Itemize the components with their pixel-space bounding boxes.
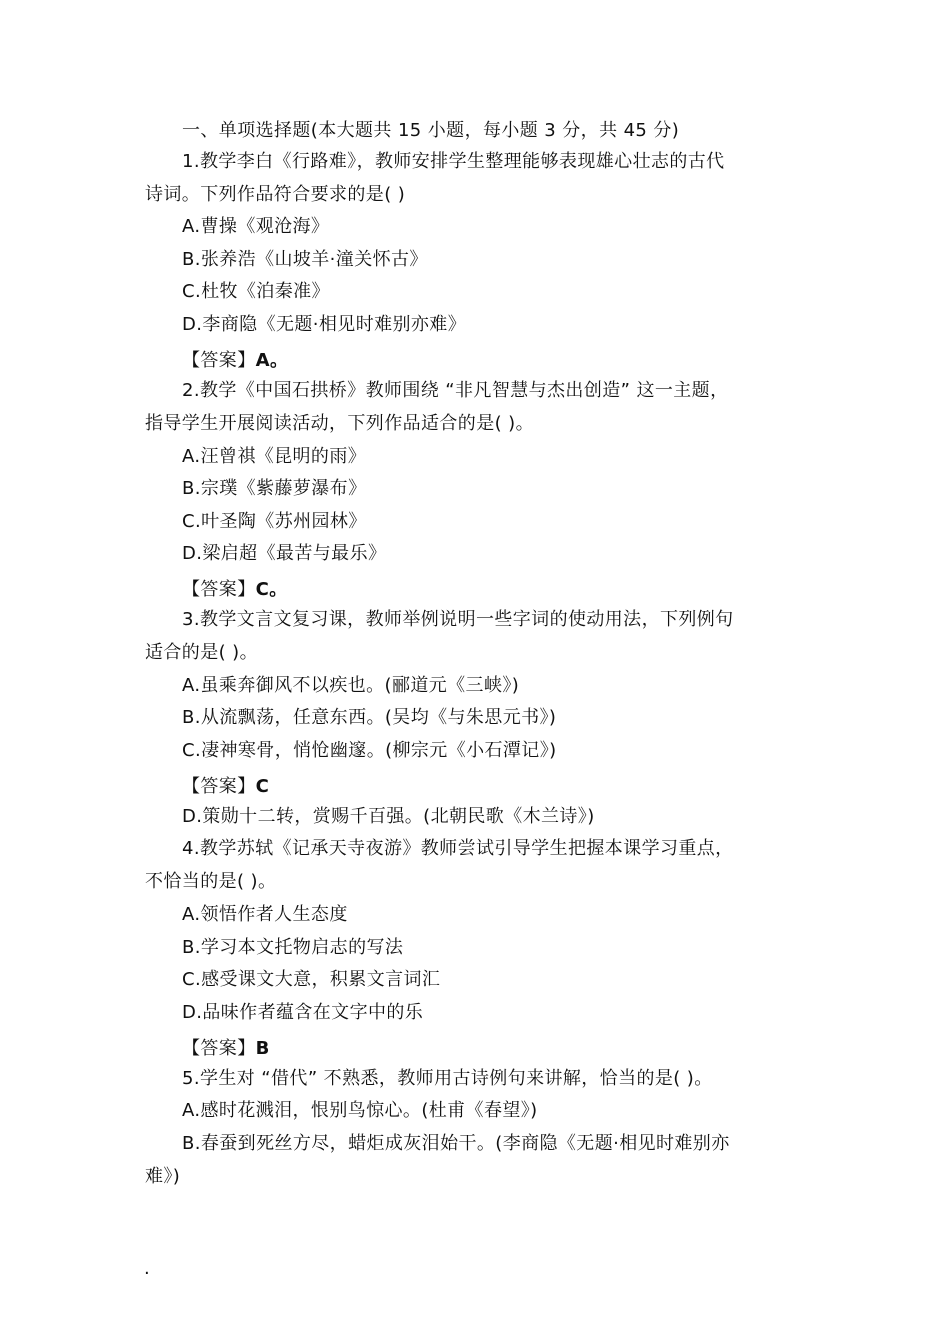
q4-option-d: D.品味作者蕴含在文字中的乐 xyxy=(182,1002,424,1023)
q4-stem-line-1: 4.教学苏轼《记承天寺夜游》教师尝试引导学生把握本课学习重点， xyxy=(182,838,734,859)
q3-option-d: D.策勋十二转，赏赐千百强。(北朝民歌《木兰诗》) xyxy=(182,806,595,827)
q4-option-a: A.领悟作者人生态度 xyxy=(182,904,348,925)
answer-label: 【答案】 xyxy=(182,579,256,600)
q3-stem-line-2: 适合的是( )。 xyxy=(145,642,258,663)
section-title: 一、单项选择题(本大题共 15 小题，每小题 3 分，共 45 分) xyxy=(182,120,680,141)
q1-stem-line-2: 诗词。下列作品符合要求的是( ) xyxy=(145,184,406,205)
q3-stem-line-1: 3.教学文言文复习课，教师举例说明一些字词的使动用法，下列例句 xyxy=(182,609,734,630)
q3-option-b: B.从流飘荡，任意东西。(吴均《与朱思元书》) xyxy=(182,707,557,728)
q1-stem-line-1: 1.教学李白《行路难》，教师安排学生整理能够表现雄心壮志的古代 xyxy=(182,151,725,172)
q2-option-a: A.汪曾祺《昆明的雨》 xyxy=(182,446,367,467)
q1-option-a: A.曹操《观沧海》 xyxy=(182,216,330,237)
answer-label: 【答案】 xyxy=(182,350,256,371)
q4-option-b: B.学习本文托物启志的写法 xyxy=(182,937,404,958)
answer-value: C xyxy=(255,776,270,797)
answer-label: 【答案】 xyxy=(182,776,256,797)
q1-option-b: B.张养浩《山坡羊·潼关怀古》 xyxy=(182,249,428,270)
q2-stem-line-2: 指导学生开展阅读活动，下列作品适合的是( )。 xyxy=(145,413,534,434)
answer-label: 【答案】 xyxy=(182,1038,256,1059)
q5-option-b-line-2: 难》) xyxy=(145,1166,181,1187)
footer-dot: . xyxy=(144,1258,150,1279)
answer-value: A。 xyxy=(255,350,289,371)
q2-answer xyxy=(182,579,288,601)
answer-value: B xyxy=(255,1038,270,1059)
q1-option-d: D.李商隐《无题·相见时难别亦难》 xyxy=(182,314,467,335)
q4-answer xyxy=(182,1038,270,1060)
q2-option-d: D.梁启超《最苦与最乐》 xyxy=(182,543,387,564)
q2-stem-line-1: 2.教学《中国石拱桥》教师围绕 “非凡智慧与杰出创造” 这一主题， xyxy=(182,380,729,401)
q2-option-b: B.宗璞《紫藤萝瀑布》 xyxy=(182,478,367,499)
q1-option-c: C.杜牧《泊秦准》 xyxy=(182,281,330,302)
q1-answer xyxy=(182,350,288,372)
q5-option-b-line-1: B.春蚕到死丝方尽，蜡炬成灰泪始干。(李商隐《无题·相见时难别亦 xyxy=(182,1133,730,1154)
q5-option-a: A.感时花溅泪，恨别鸟惊心。(杜甫《春望》) xyxy=(182,1100,538,1121)
q3-answer xyxy=(182,776,269,798)
answer-value: C。 xyxy=(255,579,288,600)
q2-option-c: C.叶圣陶《苏州园林》 xyxy=(182,511,367,532)
q5-stem: 5.学生对 “借代” 不熟悉，教师用古诗例句来讲解，恰当的是( )。 xyxy=(182,1068,713,1089)
q4-option-c: C.感受课文大意，积累文言词汇 xyxy=(182,969,441,990)
q4-stem-line-2: 不恰当的是( )。 xyxy=(145,871,277,892)
q3-option-c: C.凄神寒骨，悄怆幽邃。(柳宗元《小石潭记》) xyxy=(182,740,557,761)
q3-option-a: A.虽乘奔御风不以疾也。(郦道元《三峡》) xyxy=(182,675,520,696)
